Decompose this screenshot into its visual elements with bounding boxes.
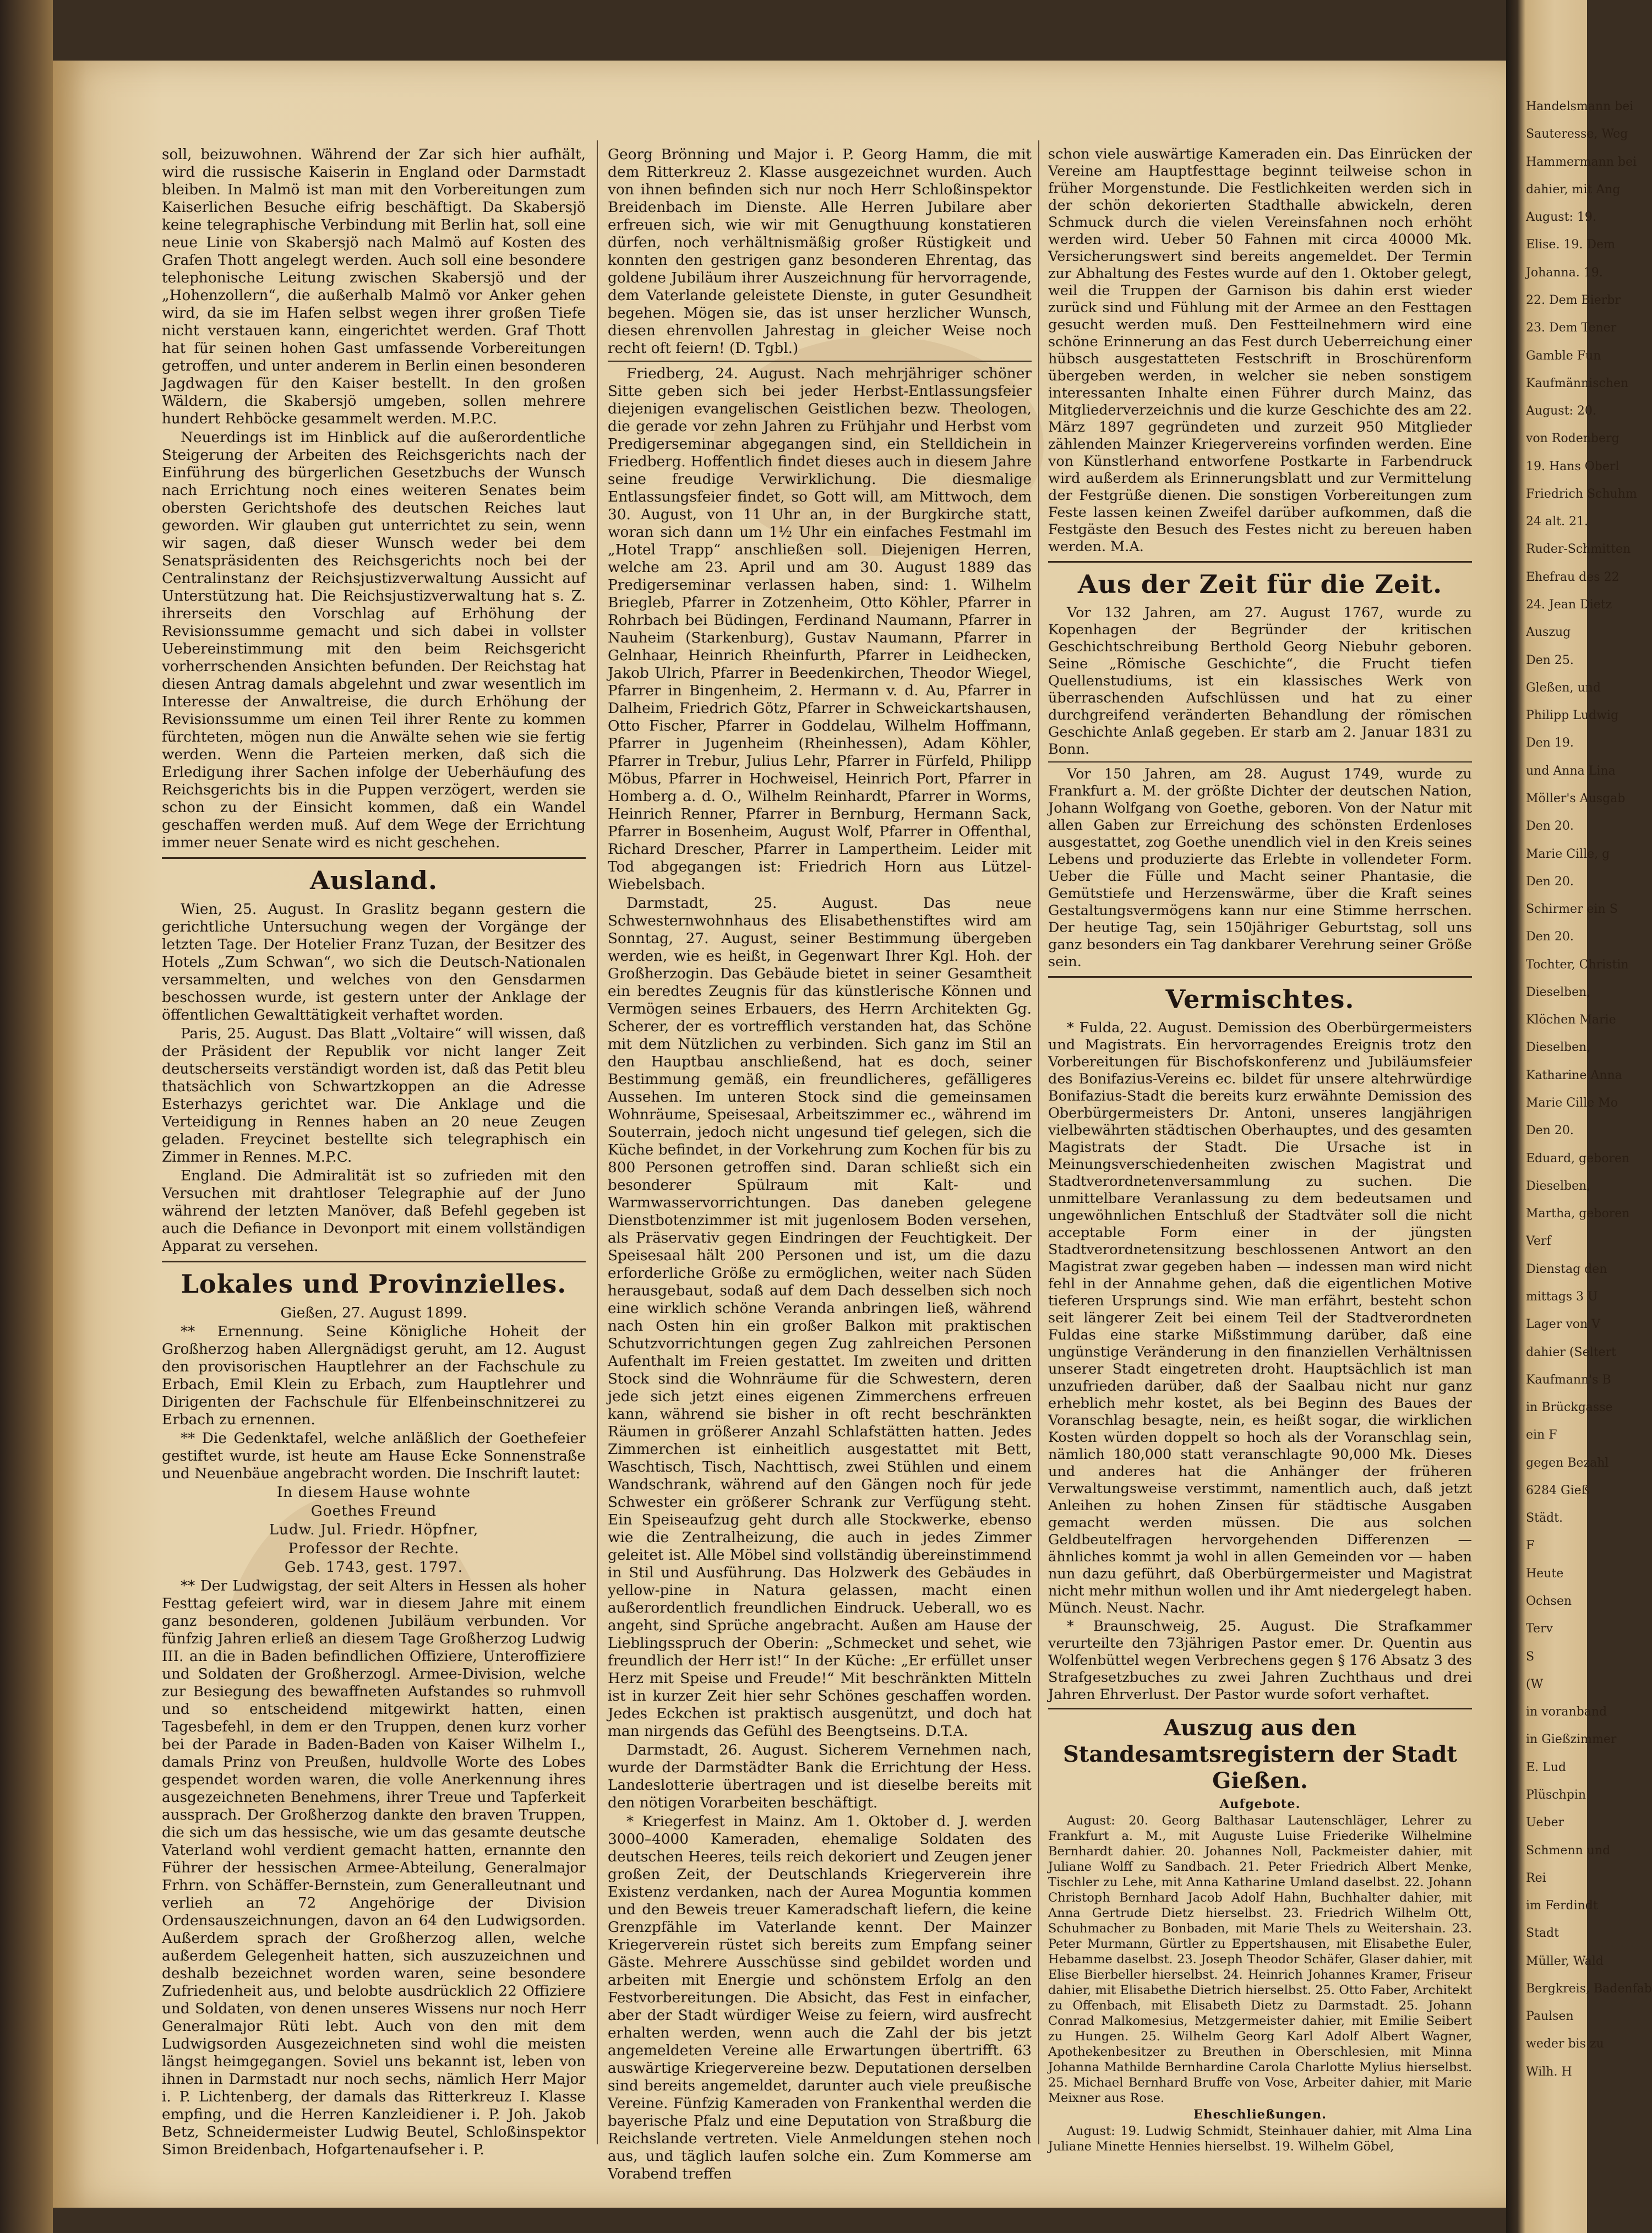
subsection-label-eheschliessungen: Eheschließungen. [1193,2107,1327,2122]
adjacent-page-fragment: Katharine Anna [1526,1068,1622,1082]
adjacent-page-fragment: Den 20. [1526,874,1574,889]
subsection-label-aufgebote: Aufgebote. [1219,1797,1301,1811]
news-item: * Braunschweig, 25. August. Die Strafkammer verurteilte den 73jährigen Pastor emer. Dr. Quentin aus Wolfenbüttel wegen Verbrechens gegen § 176 Absatz 3 des Strafgesetzbuches zu zwei Jahren Zuchthaus und drei Jahren Ehrverlust. Der Pastor wurde sofort verhaftet. [1048,1618,1472,1703]
adjacent-page-fragment: Den 20. [1526,1124,1574,1138]
adjacent-page-fragment: Kaufmann's B [1526,1373,1611,1387]
adjacent-page-fragment: Klöchen Marie [1526,1013,1616,1027]
news-item: Wien, 25. August. In Graslitz begann gestern die gerichtliche Untersuchung wegen der Vorgänge der letzten Tage. Der Hotelier Franz Tuzan, der Besitzer des Hotels „Zum Schwan“, wo sich die Deutsch-Nationalen versammelten, und welches von den Gensdarmen beschossen wurde, ist gestern unter der Anklage der öffentlichen Gewalttätigkeit verhaftet worden. [162,901,586,1023]
adjacent-page-fragment: 6284 Gieß [1526,1483,1590,1497]
adjacent-page-fragment: Den 25. [1526,653,1574,667]
registry-entries: August: 20. Georg Balthasar Lautenschläger, Lehrer zu Frankfurt a. M., mit Auguste Luise Friederike Wilhelmine Bernhardt dahier. 20. Johannes Noll, Packmeister dahier, mit Juliane Wolff zu Sandbach. 21. Peter Friedrich Albert Menke, Tischler zu Lehe, mit Anna Katharine Umland daselbst. 22. Johann Christoph Bernhard Jacob Adolf Hahn, Buchhalter dahier, mit Anna Gertrude Dietz hierselbst. 23. Friedrich Wilhelm Ott, Schuhmacher zu Bonbaden, mit Marie Thels zu Weitershain. 23. Peter Murmann, Gürtler zu Eppertshausen, mit Elisabethe Euler, Hebamme daselbst. 23. Joseph Theodor Schäfer, Glaser dahier, mit Elise Bierbeller hierselbst. 24. Heinrich Johannes Kramer, Friseur dahier, mit Elisabethe Dietrich hierselbst. 25. Otto Faber, Architekt zu Offenbach, mit Elisabeth Dietz zu Darmstadt. 25. Johann Conrad Malkomesius, Metzgermeister dahier, mit Emilie Seibert zu Hungen. 25. Wilhelm Georg Karl Adolf Albert Wagner, Apothekenbesitzer zu Breuthen in Oberschlesien, mit Minna Johanna Mathilde Bernhardine Carola Charlotte Mylius hierselbst. 25. Michael Bernhard Bruffe von Vose, Arbeiter dahier, mit Marie Meixner aus Rose. [1048,1813,1472,2105]
news-item: ** Der Ludwigstag, der seit Alters in Hessen als hoher Festtag gefeiert wird, war in diesem Jahre mit einem ganz besonderen, goldenen Jubiläum verbunden. Vor fünfzig Jahren erließ an diesem Tage Großherzog Ludwig III. an die in Baden befindlichen Offiziere, Unteroffiziere und Soldaten der Großherzogl. Armee-Division, welche zur Besiegung des bewaffneten Aufstandes so ruhmvoll und so entscheidend mitgewirkt hatten, einen Tagesbefehl, in dem er den Truppen, denen kurz vorher bei der Parade in Baden-Baden von Kaiser Wilhelm I., damals Prinz von Preußen, huldvolle Worte des Lobes gespendet worden waren, die volle Anerkennung ihres ausgezeichneten Benehmens, ihrer Treue und Tapferkeit aussprach. Der Großherzog dankte den braven Truppen, die sich um das hessische, wie um das gesamte deutsche Vaterland wohl verdient gemacht hatten, ernannte den Führer der hessischen Armee-Abteilung, Generalmajor Frhrn. von Schäffer-Bernstein, zum Generalleutnant und verlieh an 72 Angehörige der Division Ordensauszeichnungen, davon an 64 den Ludwigsorden. Außerdem sprach der Großherzog allen, welche außerdem Gelegenheit hatten, sich auszuzeichnen und deshalb bezeichnet worden waren, seine besondere Zufriedenheit aus, und belobte ausdrücklich 22 Offiziere und Soldaten, von denen unseres Wissens nur noch Herr Generalmajor Rüti lebt. Auch von den mit dem Ludwigsorden Ausgezeichneten sind wohl die meisten längst heimgegangen. Soviel uns bekannt ist, leben von ihnen in Darmstadt nur noch sechs, nämlich Herr Major i. P. Lichtenberg, der damals das Ritterkreuz I. Klasse empfing, und die Herren Kanzleidiener i. P. Joh. Jakob Betz, Schneidermeister Ludwig Beutel, Schloßinspektor Simon Breidenbach, Hofgartenaufseher i. P. [162,1578,586,2158]
adjacent-page-fragment: Gamble Fun [1526,348,1601,363]
adjacent-page-fragment: weder bis zu [1526,2037,1604,2051]
book-gutter [0,0,53,2233]
adjacent-page-fragment: F [1526,1539,1535,1553]
adjacent-page-fragment: von Rodenberg [1526,432,1620,446]
adjacent-page-fragment: E. Lud [1526,1760,1566,1774]
adjacent-page-fragment: Ochsen [1526,1594,1572,1608]
adjacent-page-fragment: im Ferdindt [1526,1899,1598,1913]
adjacent-page-fragment: 23. Dem Tener [1526,321,1617,335]
news-item: ** Die Gedenktafel, welche anläßlich der Goethefeier gestiftet wurde, ist heute am Hause Ecke Sonnenstraße und Neuenbäue angebracht worden. Die Inschrift lautet: [162,1430,586,1482]
adjacent-page-fragment: Elise. 19. Dem [1526,238,1615,252]
news-item: Paris, 25. August. Das Blatt „Voltaire“ will wissen, daß der Präsident der Republik vor nicht langer Zeit deutscherseits verständigt worden ist, daß das Petit bleu thatsächlich von Schwartzkoppen an die Adresse Esterhazys gerichtet war. Die Anklage und die Verteidigung in Rennes haben an 20 neue Zeugen geladen. Freycinet bestellte sich telegraphisch ein Zimmer in Rennes. M.P.C. [162,1026,586,1165]
section-heading-zeit: Aus der Zeit für die Zeit. [1048,561,1472,599]
adjacent-page-fragment: Wilh. H [1526,2065,1572,2079]
adjacent-page-fragment: (W [1526,1677,1544,1691]
adjacent-page-fragment: und Anna Lina [1526,764,1616,778]
adjacent-page-fragment: ein F [1526,1428,1557,1442]
news-item: Friedberg, 24. August. Nach mehrjähriger schöner Sitte geben sich bei jeder Herbst-Entlassungsfeier diejenigen evangelischen Geistlichen bezw. Theologen, die gerade vor zehn Jahren zu Frühjahr und Herbst vom Predigerseminar abgegangen sind, ein Stelldichein in Friedberg. Hoffentlich findet dieses auch in diesem Jahre seine freudige Verwirklichung. Die diesmalige Entlassungsfeier findet, so Gott will, am Mittwoch, dem 30. August, von 11 Uhr an, in der Burgkirche statt, woran sich dann um 1½ Uhr ein einfaches Festmahl im „Hotel Trapp“ anschließen soll. Diejenigen Herren, welche am 23. April und am 30. August 1889 das Predigerseminar verlassen haben, sind: 1. Wilhelm Briegleb, Pfarrer in Zotzenheim, Otto Köhler, Pfarrer in Rohrbach bei Büdingen, Ferdinand Naumann, Pfarrer in Nauheim (Starkenburg), Gustav Naumann, Pfarrer in Gelnhaar, Heinrich Rheinfurth, Pfarrer in Leidhecken, Jakob Ulrich, Pfarrer in Beedenkirchen, Theodor Wiegel, Pfarrer in Bingenheim, 2. Hermann v. d. Au, Pfarrer in Dalheim, Friedrich Götz, Pfarrer in Schweickartshausen, Otto Fischer, Pfarrer in Goddelau, Wilhelm Hoffmann, Pfarrer in Jugenheim (Rheinhessen), Adam Köhler, Pfarrer in Trebur, Julius Lehr, Pfarrer in Fürfeld, Philipp Möbus, Pfarrer in Hochweisel, Heinrich Port, Pfarrer in Homberg a. d. O., Wilhelm Reinhardt, Pfarrer in Worms, Heinrich Renner, Pfarrer in Bernburg, Hermann Sack, Pfarrer in Bosenheim, August Wolf, Pfarrer in Offenthal, Richard Drescher, Pfarrer in Lampertheim. Leider mit Tod abgegangen ist: Friedrich Horn aus Lützel-Wiebelsbach. [608,366,1032,893]
adjacent-page-fragment: Dieselben, [1526,1179,1591,1193]
adjacent-page-fragment: Rei [1526,1871,1546,1885]
inscription-line: In diesem Hause wohnte [276,1484,471,1501]
adjacent-page-fragment: Verf [1526,1234,1551,1249]
adjacent-page-fragment: Stadt [1526,1926,1559,1941]
adjacent-page-fragment: Dieselben, [1526,985,1591,999]
adjacent-page-fragment: 24. Jean Dietz [1526,598,1612,612]
section-heading-vermischtes: Vermischtes. [1048,976,1472,1014]
adjacent-page-fragment: Martha, geboren [1526,1207,1630,1221]
article-paragraph: Neuerdings ist im Hinblick auf die außerordentliche Steigerung der Arbeiten des Reichsgerichts nach der Einführung des bürgerlichen Gesetzbuchs der Wunsch nach Errichtung noch eines weiteren Senates beim obersten Gerichtshofe des deutschen Reiches laut geworden. Wir glauben gut unterrichtet zu sein, wenn wir sagen, daß dieser Wunsch weder bei dem Senatspräsidenten des Reichsgerichts noch bei der Centralinstanz der Reichsjustizverwaltung Aussicht auf Unterstützung hat. Die Reichsjustizverwaltung hat s. Z. ihrerseits den Vorschlag auf Erhöhung der Revisionssumme gemacht und sich dabei in vollster Uebereinstimmung mit den beim Reichsgericht vorherrschenden Ansichten befunden. Der Reichstag hat diesen Antrag damals abgelehnt und zwar wesentlich im Interesse der Anwaltreise, die durch Erhöhung der Revisionssumme um einen Teil ihrer Rente zu kommen fürchteten, mögen nun die Anwälte sehen wie sie fertig werden. Wenn die Parteien merken, daß sich die Erledigung ihrer Sachen infolge der Ueberhäufung des Reichsgerichts bis in die Puppen verzögert, werden sie schon zu der Einsicht kommen, daß ein Wandel geschaffen werden muß. Auf dem Wege der Errichtung immer neuer Senate wird es nicht geschehen. [162,429,586,851]
adjacent-page-fragment: Eduard, geboren [1526,1151,1630,1165]
registry-entries: August: 19. Ludwig Schmidt, Steinhauer dahier, mit Alma Lina Juliane Minette Hennies hierselbst. 19. Wilhelm Göbel, [1048,2124,1472,2154]
adjacent-page-fragment: Handelsmann bei [1526,100,1634,113]
adjacent-page-fragment: Marie Cille Mo [1526,1096,1618,1110]
news-item: Darmstadt, 26. August. Sicherem Vernehmen nach, wurde der Darmstädter Bank die Errichtung der Hess. Landeslotterie übertragen und ist dieselbe bereits mit den nötigen Vorarbeiten beschäftigt. [608,1742,1032,1811]
column-rule [597,140,598,2144]
inscription-line: Goethes Freund [310,1503,437,1519]
column-2 [608,146,1032,2184]
adjacent-page-fragment: August: 19. [1526,210,1596,225]
news-item: ** Ernennung. Seine Königliche Hoheit der Großherzog haben Allergnädigst geruht, am 12. August den provisorischen Hauptlehrer an der Fachschule zu Erbach, Emil Klein zu Erbach, zum Hauptlehrer und Dirigenten der Fachschule für Elfenbeinschnitzerei zu Erbach zu ernennen. [162,1324,586,1428]
news-item: England. Die Admiralität ist so zufrieden mit den Versuchen mit drahtloser Telegraphie auf der Juno während der letzten Manöver, daß Befehl gegeben ist auch die Defiance in Devonport mit einem vollständigen Apparat zu versehen. [162,1168,586,1255]
divider [1048,761,1472,763]
adjacent-page-fragment: 22. Dem Bierbr [1526,293,1621,307]
adjacent-page-fragment: Sauteresse, Weg [1526,127,1628,141]
adjacent-page-fragment: Möller's Ausgab [1526,791,1626,805]
news-item: Vor 132 Jahren, am 27. August 1767, wurde zu Kopenhagen der Begründer der kritischen Geschichtschreibung Berthold Georg Niebuhr geboren. Seine „Römische Geschichte“, die Frucht tiefen Quellenstudiums, ist ein klassisches Werk von überraschenden Aufschlüssen und hat zu einer durchgreifend veränderten Behandlung der römischen Geschichte Anlaß gegeben. Er starb am 2. Januar 1831 zu Bonn. [1048,604,1472,758]
adjacent-page-fragment: S [1526,1649,1535,1664]
adjacent-page-fragment: Terv [1526,1622,1553,1636]
adjacent-page-fragment: Städt. [1526,1511,1563,1526]
section-heading-ausland: Ausland. [162,857,586,895]
adjacent-page-fragment: dahier (Seltert [1526,1345,1616,1359]
adjacent-page-fragment: Den 20. [1526,930,1574,944]
article-paragraph: soll, beizuwohnen. Während der Zar sich hier aufhält, wird die russische Kaiserin in England oder Darmstadt bleiben. In Malmö ist man mit den Vorbereitungen zum Kaiserlichen Besuche eifrig beschäftigt. Da Skabersjö keine telegraphische Verbindung mit Berlin hat, soll eine neue Linie von Skabersjö nach Malmö auf Kosten des Grafen Thott angelegt werden. Auch soll eine besondere telephonische Leitung zwischen Skabersjö und der „Hohenzollern“, die außerhalb Malmö vor Anker gehen wird, da sie im Hafen selbst wegen ihrer großen Tiefe nicht verstauen kann, eingerichtet werden. Graf Thott hat für seinen hohen Gast umfassende Vorbereitungen getroffen, und unter anderem in Berlin einen besonderen Jagdwagen für den Kaiser bestellt. In den großen Wäldern, die Skabersjö umgeben, sollen mehrere hundert Rehböcke gesammelt werden. M.P.C. [162,146,586,427]
adjacent-page [1506,0,1652,2233]
adjacent-page-fragment: 24 alt. 21. [1526,515,1588,529]
adjacent-page-fragment: Philipp Ludwig [1526,709,1619,723]
adjacent-page-fragment: Dieselben, [1526,1041,1591,1055]
adjacent-page-fragment: Johanna. 19. [1526,265,1603,280]
adjacent-page-fragment: Heute [1526,1566,1564,1581]
inscription-line: Professor der Rechte. [288,1540,460,1557]
adjacent-page-fragment: Schmenn und [1526,1843,1611,1858]
inscription-line: Geb. 1743, gest. 1797. [284,1559,464,1576]
adjacent-page-fragment: in Gießzimmer [1526,1733,1617,1747]
article-paragraph: Georg Brönning und Major i. P. Georg Hamm, die mit dem Ritterkreuz 2. Klasse ausgezeichnet wurden. Auch von ihnen befinden sich nur noch Herr Schloßinspektor Breidenbach im Dienste. Alle Herren Jubilare aber erfreuen sich, wie wir mit Genugthuung konstatieren dürfen, noch verhältnismäßig großer Rüstigkeit und konnten den gestrigen ganz besonderen Ehrentag, das goldene Jubiläum ihrer Auszeichnung für hervorragende, dem Vaterlande geleistete Dienste, in guter Gesundheit begehen. Mögen sie, das ist unser herzlicher Wunsch, diesen ehrenvollen Jahrestag in gleicher Weise noch recht oft feiern! (D. Tgbl.) [608,146,1032,357]
adjacent-page-fragment: Auszug [1526,625,1571,640]
column-rule [1038,140,1039,2144]
dateline: Gießen, 27. August 1899. [280,1305,467,1321]
adjacent-page-fragment: Ruder-Schmitten [1526,542,1631,557]
adjacent-page-fragment: Bergkreis, Badenfab [1526,1981,1652,1996]
adjacent-page-fragment: Den 20. [1526,819,1574,834]
section-heading-lokales: Lokales und Provinzielles. [162,1261,586,1299]
adjacent-page-fragment: Ueber [1526,1816,1564,1830]
adjacent-page-fragment: gegen Bezahl [1526,1456,1609,1470]
adjacent-page-fragment: Gleßen, und [1526,680,1601,695]
adjacent-page-fragment: August: 20. [1526,404,1596,418]
adjacent-page-fragment: Schirmer ein S [1526,902,1618,917]
adjacent-page-fragment: Plüschpin [1526,1788,1586,1802]
memorial-inscription [162,1484,586,1576]
adjacent-page-fragment: Müller, Wald [1526,1954,1604,1968]
adjacent-page-fragment: Lager von V [1526,1317,1601,1332]
adjacent-page-fragment: Kaufmännischen [1526,376,1629,390]
inscription-line: Ludw. Jul. Friedr. Höpfner, [269,1522,479,1538]
news-item: * Kriegerfest in Mainz. Am 1. Oktober d. J. werden 3000–4000 Kameraden, ehemalige Soldaten des deutschen Heeres, teils reich dekoriert und Zeugen jener großen Zeit, der Deutschlands Kriegerverein ihre Existenz verdanken, nach der Aurea Moguntia kommen und den Beweis treuer Kameradschaft liefern, die keine Grenzpfähle im Vaterlande kennt. Der Mainzer Kriegerverein rüstet sich bereits zum Empfang seiner Gäste. Mehrere Ausschüsse sind gebildet worden und arbeiten mit Energie und schönstem Erfolg an den Festvorbereitungen. Die Absicht, das Fest in einfacher, aber der Stadt würdiger Weise zu feiern, wird ausfrecht erhalten werden, wenn auch die Zahl der bis jetzt angemeldeten Vereine alle Erwartungen übertrifft. 63 auswärtige Kriegervereine bezw. Deputationen derselben sind bereits angemeldet, darunter auch viele preußische Vereine. Fünfzig Kameraden von Frankenthal werden die bayerische Pfalz und eine Deputation von Straßburg die Reichslande vertreten. Viele Anmeldungen stehen noch aus, und täglich laufen solche ein. Zum Kommerse am Vorabend treffen [608,1813,1032,2182]
article-paragraph: schon viele auswärtige Kameraden ein. Das Einrücken der Vereine am Hauptfesttage beginnt teilweise schon in früher Morgenstunde. Die Festlichkeiten werden sich in der schön dekorierten Stadthalle abwickeln, deren Schmuck durch die vielen Vereinsfahnen noch erhöht werden wird. Ueber 50 Fahnen mit circa 40000 Mk. Versicherungswert sind bereits angemeldet. Der Termin zur Abhaltung des Festes wurde auf den 1. Oktober gelegt, weil die Truppen der Garnison bis dahin erst wieder zurück sind und Fühlung mit der Armee an den Festtagen gesucht werden muß. Den Festteilnehmern wird eine schöne Erinnerung an das Fest durch Ueberreichung einer hübsch ausgestatteten Festschrift in Broschürenform übergeben werden, in welcher sie neben sonstigem interessanten Inhalte einen Führer durch Mainz, das Mitgliederverzeichnis und die kurze Geschichte des am 22. März 1897 gegründeten und zurzeit 950 Mitglieder zählenden Mainzer Kriegervereins vorfinden werden. Eine von Künstlerhand entworfene Postkarte in Farbendruck wird außerdem als Erinnerungsblatt und zur Vermittelung der Festgrüße dienen. Die sonstigen Vorbereitungen zum Feste lassen keinen Zweifel darüber aufkommen, daß die Festgäste den Besuch des Festes nicht zu bereuen haben werden. M.A. [1048,146,1472,555]
adjacent-page-fragment: Den 19. [1526,736,1574,750]
adjacent-page-fragment: in Brückgasse [1526,1401,1613,1415]
adjacent-page-fragment: Hammermann bei [1526,155,1637,169]
adjacent-page-fragment: Dienstag den [1526,1262,1607,1276]
adjacent-page-fragment: Tochter, Christin [1526,957,1629,972]
divider [608,361,1032,362]
adjacent-page-fragment: Marie Cille, g [1526,847,1610,861]
column-3 [1048,146,1472,2155]
news-item: Darmstadt, 25. August. Das neue Schwesternwohnhaus des Elisabethenstiftes wird am Sonntag, 27. August, seiner Bestimmung übergeben werden, wie es heißt, in Gegenwart Ihrer Kgl. Hoh. der Großherzogin. Das Gebäude bietet in seiner Gesamtheit ein beredtes Zeugnis für das künstlerische Können und Vermögen seines Erbauers, des Herrn Architekten Gg. Scherer, der es vortrefflich verstanden hat, das Schöne mit dem Nützlichen zu verbinden. Sich ganz im Stil an den Hauptbau anschließend, hat es doch, seiner Bestimmung gemäß, ein freundlicheres, gefälligeres Aussehen. Im unteren Stock sind die gemeinsamen Wohnräume, Speisesaal, Arbeitszimmer ec., während im Souterrain, jedoch nicht ungesund tief gelegen, sich die Küche befindet, in der Vorkehrung zum Kochen für bis zu 800 Personen getroffen sind. Daran schließt sich ein besonderer Spülraum mit Kalt- und Warmwasservorrichtungen. Das daneben gelegene Dienstbotenzimmer ist mit jugenlosem Boden versehen, als Präservativ gegen Eindringen der Feuchtigkeit. Der Speisesaal hält 200 Personen und ist, um die dazu erforderliche Größe zu ermöglichen, weiter nach Süden herausgebaut, sodaß auf dem Dach desselben sich noch eine wirklich schöne Veranda anbringen ließ, während nach Osten hin ein großer Balkon mit praktischen Schutzvorrichtungen gegen Zug zahlreichen Personen Aufenthalt im Freien gestattet. Im zweiten und dritten Stock sind die Wohnräume für die Schwestern, deren jede sich jetzt eines eigenen Zimmerchens erfreuen kann, während sie bisher in oft recht beschränkten Räumen in größerer Anzahl Schlafstätten hatten. Jedes Zimmerchen ist einheitlich ausgestattet mit Bett, Waschtisch, Tisch, Nachttisch, zwei Stühlen und einem Wandschrank, während auf den Gängen noch für jede Schwester ein größerer Schrank zur Verfügung steht. Ein Speiseaufzug geht durch alle Stockwerke, ebenso wie die Zentralheizung, die auch in jedes Zimmer geleitet ist. Alle Möbel sind vollständig übereinstimmend in Stil und Ausführung. Das Holzwerk des Gebäudes in yellow-pine in Natura gelassen, macht einen außerordentlich freundlichen Eindruck. Ueberall, wo es angeht, sind Sprüche angebracht. Außen am Hause der Lieblingsspruch der Oberin: „Schmecket und sehet, wie freundlich der Herr ist!“ In der Küche: „Er erfüllet unser Herz mit Speise und Freude!“ Mit beschränkten Mitteln ist in kurzer Zeit hier sehr Schönes geschaffen worden. Jedes Eckchen ist praktisch ausgenützt, und doch hat man nirgends das Gefühl des Beengtseins. D.T.A. [608,895,1032,1740]
news-item: * Fulda, 22. August. Demission des Oberbürgermeisters und Magistrats. Ein hervorragendes Ereignis trotz den Vorbereitungen für Bischofskonferenz und Jubiläumsfeier des Bonifazius-Vereins ec. bildet für unsere altehrwürdige Bonifazius-Stadt die bereits kurz erwähnte Demission des Oberbürgermeisters Dr. Antoni, unseres langjährigen vielbewährten städtischen Oberhauptes, und des gesamten Magistrats der Stadt. Die Ursache ist in Meinungsverschiedenheiten zwischen Magistrat und Stadtverordnetenversammlung zu suchen. Die unmittelbare Veranlassung zu dem bedeutsamen und ungewöhnlichen Entschluß der Stadtväter soll die nicht acceptable Form einer in der jüngsten Stadtverordnetensitzung beschlossenen Antwort an den Magistrat zwar gegeben haben — indessen man wird nicht fehl in der Annahme gehen, daß die eigentlichen Motive tieferen Ursprungs sind. Wie man erfährt, besteht schon seit längerer Zeit bei einem Teil der Stadtverordneten Fuldas eine starke Mißstimmung darüber, daß eine ungünstige Veränderung in den finanziellen Verhältnissen unserer Stadt eingetreten droht. Hauptsächlich ist man unzufrieden darüber, daß der Saalbau nicht nur ganz erheblich mehr kostet, als bei Beginn des Baues der Voranschlag besagte, nein, es heißt sogar, die wirklichen Kosten würden doppelt so hoch als der Voranschlag sein, nämlich 180,000 statt veranschlagte 90,000 Mk. Dieses und anderes hat die Anhänger der früheren Verwaltungsweise verstimmt, namentlich auch, daß jetzt Anleihen zu hohen Zinsen für städtische Ausgaben gemacht werden müssen. Die aus solchen Geldbeutelfragen hervorgehenden Differenzen — ähnliches kommt ja wohl in allen Gemeinden vor — haben nun dazu geführt, daß Oberbürgermeister und Magistrat nicht mehr mithun wollen und ihr Amt niedergelegt haben. Münch. Neust. Nachr. [1048,1020,1472,1616]
section-heading-standesamt: Auszug aus den Standesamtsregistern der Stadt Gießen. [1048,1708,1472,1794]
adjacent-page-fragment: 19. Hans Oberl [1526,459,1620,473]
adjacent-page-fragment: Friedrich Schuhm [1526,487,1637,501]
adjacent-page-fragment: Ehefrau des 22 [1526,570,1620,584]
adjacent-page-fragment: mittags 3 U [1526,1289,1598,1304]
adjacent-page-fragment: Paulsen [1526,2009,1574,2024]
adjacent-page-fragment: dahier, mit Ang [1526,182,1621,197]
adjacent-page-fragment: in voranband [1526,1705,1607,1719]
column-1 [162,146,586,2160]
news-item: Vor 150 Jahren, am 28. August 1749, wurde zu Frankfurt a. M. der größte Dichter der deutschen Nation, Johann Wolfgang von Goethe, geboren. Von der Natur mit allen Gaben zur Erreichung des schönsten Erdenloses ausgestattet, zog Goethe unendlich viel in den Kreis seines Lebens und produzierte das Erlebte in vollendeter Form. Ueber die Fülle und Macht seiner Phantasie, die Gemütstiefe und Herzenswärme, über die Kraft seines Gestaltungsvermögens kann nur eine Stimme herrschen. Der heutige Tag, sein 150jähriger Geburtstag, soll uns ganz besonders ein Tag dankbarer Verehrung seiner Größe sein. [1048,766,1472,970]
